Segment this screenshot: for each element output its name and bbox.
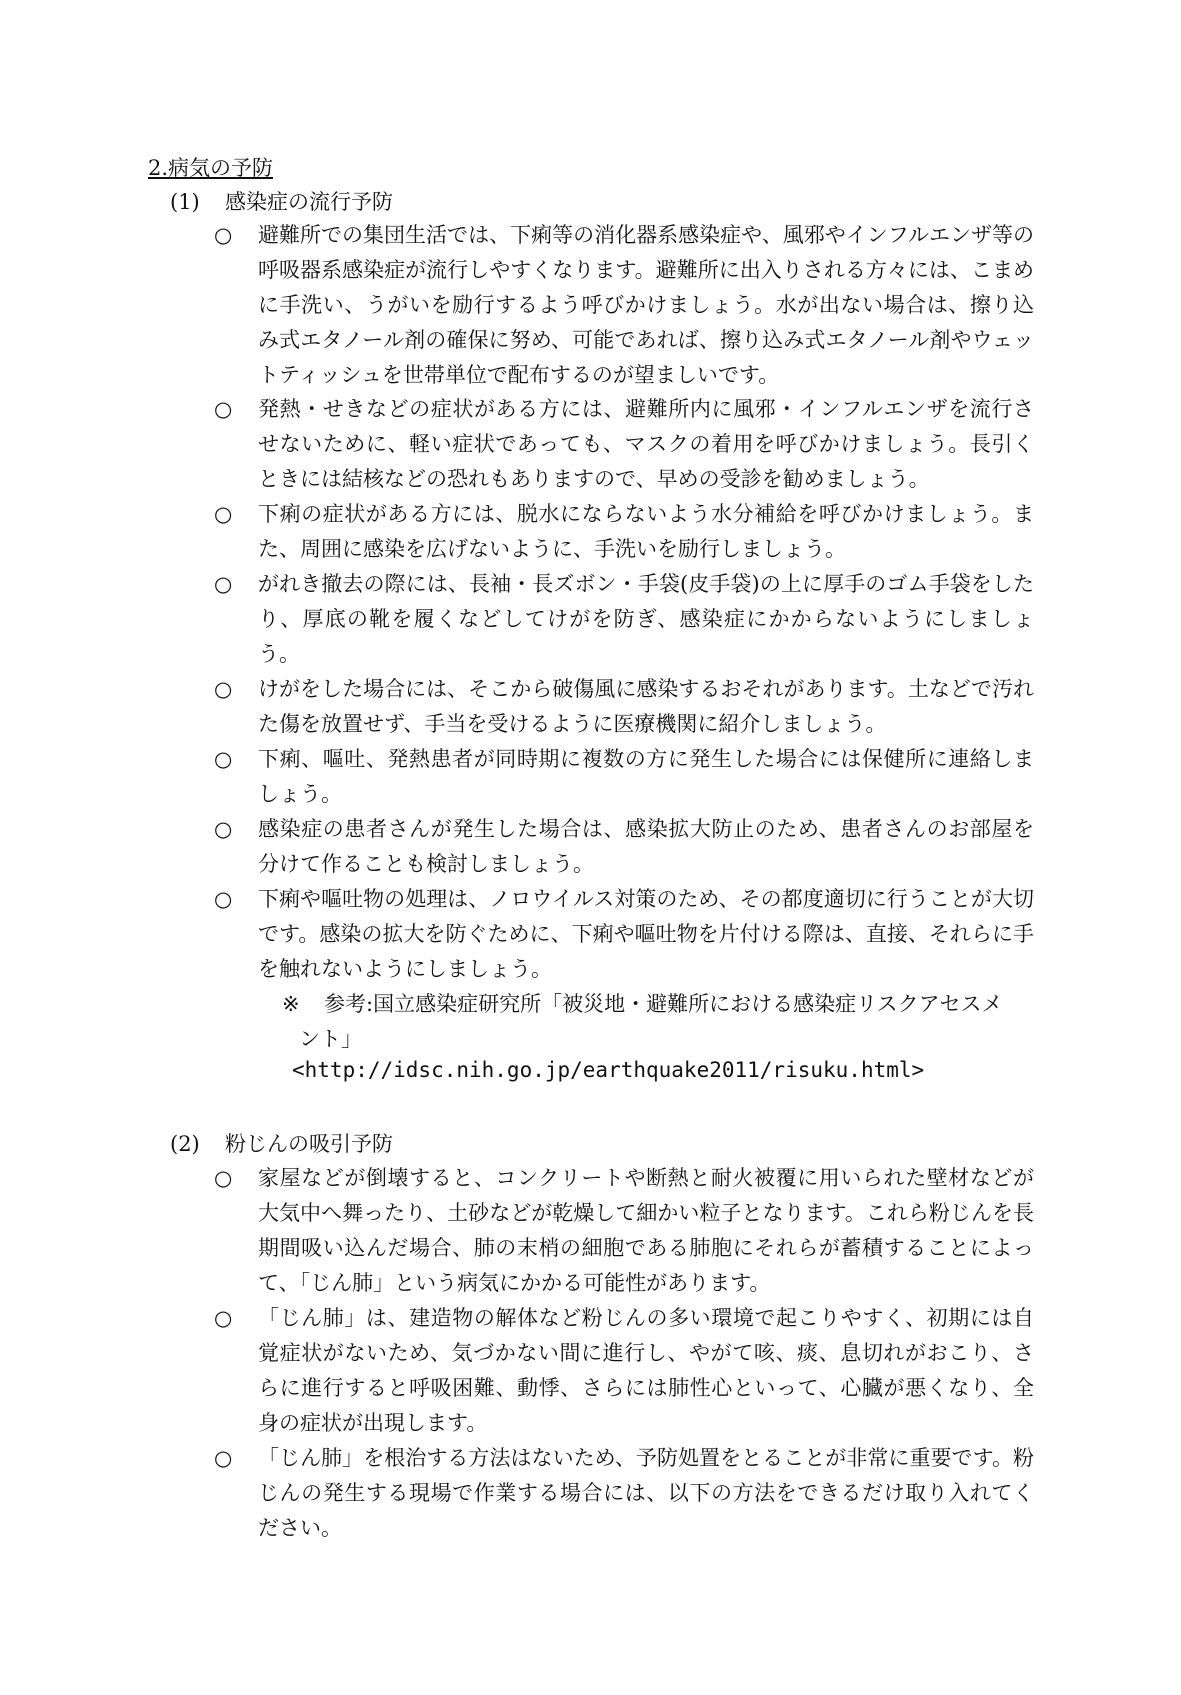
list-item-text: 下痢の症状がある方には、脱水にならないよう水分補給を呼びかけましょう。また、周囲に感染を広げないように、手洗いを励行しましょう。 [258,502,1034,561]
list-item-text: 発熱・せきなどの症状がある方には、避難所内に風邪・インフルエンザを流行させないために、軽い症状であっても、マスクの着用を呼びかけましょう。長引くときには結核などの恐れもありますので、早めの受診を勧めましょう。 [258,397,1034,491]
bullet-icon: ○ [214,677,233,701]
bullet-icon: ○ [214,887,233,911]
list-item [214,392,1034,497]
subsection-1-title: 感染症の流行予防 [225,190,393,214]
list-item-text: 下痢、嘔吐、発熱患者が同時期に複数の方に発生した場合には保健所に連絡しましょう。 [258,747,1034,806]
list-item-text: 家屋などが倒壊すると、コンクリートや断熱と耐火被覆に用いられた壁材などが大気中へ舞ったり、土砂などが乾燥して細かい粒子となります。これら粉じんを長期間吸い込んだ場合、肺の末梢の細胞である肺胞にそれらが蓄積することによって、「じん肺」という病気にかかる可能性があります。 [258,1166,1034,1295]
list-item-text: 「じん肺」を根治する方法はないため、予防処置をとることが非常に重要です。粉じんの発生する現場で作業する場合には、以下の方法をできるだけ取り入れてください。 [258,1446,1034,1540]
list-item-text: けがをした場合には、そこから破傷風に感染するおそれがあります。土などで汚れた傷を放置せず、手当を受けるように医療機関に紹介しましょう。 [258,677,1034,736]
list-item-text: がれき撤去の際には、長袖・長ズボン・手袋(皮手袋)の上に厚手のゴム手袋をしたり、厚底の靴を履くなどしてけがを防ぎ、感染症にかからないようにしましょう。 [258,572,1034,666]
subsection-1-heading [170,186,393,216]
bullet-icon: ○ [214,747,233,771]
bullet-icon: ○ [214,502,233,526]
list-item [214,1301,1034,1441]
list-item [214,218,1034,393]
reference-mark: ※ [282,992,300,1016]
bullet-icon: ○ [214,223,233,247]
list-item [214,882,1034,987]
reference-note-line-2: ント」 [299,1027,362,1051]
list-item [214,812,1034,882]
bullet-icon: ○ [214,397,233,421]
subsection-2-title: 粉じんの吸引予防 [225,1132,393,1156]
subsection-1-number: (1) [170,190,200,214]
list-item [214,497,1034,567]
list-item-text: 避難所での集団生活では、下痢等の消化器系感染症や、風邪やインフルエンザ等の呼吸器系感染症が流行しやすくなります。避難所に出入りされる方々には、こまめに手洗い、うがいを励行するよう呼びかけましょう。水が出ない場合は、擦り込み式エタノール剤の確保に努め、可能であれば、擦り込み式エタノール剤やウェットティッシュを世帯単位で配布するのが望ましいです。 [258,223,1034,387]
bullet-icon: ○ [214,817,233,841]
list-item [214,742,1034,812]
subsection-2-heading [170,1128,393,1158]
bullet-icon: ○ [214,1446,233,1470]
reference-url: <http://idsc.nih.go.jp/earthquake2011/risuku.html> [292,1058,925,1082]
list-item-text: 「じん肺」は、建造物の解体など粉じんの多い環境で起こりやすく、初期には自覚症状がないため、気づかない間に進行し、やがて咳、痰、息切れがおこり、さらに進行すると呼吸困難、動悸、さらには肺性心といって、心臓が悪くなり、全身の症状が出現します。 [258,1306,1034,1435]
list-item-text: 感染症の患者さんが発生した場合は、感染拡大防止のため、患者さんのお部屋を分けて作ることも検討しましょう。 [258,817,1034,876]
reference-note [282,987,1034,1057]
bullet-icon: ○ [214,572,233,596]
bullet-icon: ○ [214,1166,233,1190]
list-item [214,567,1034,672]
bullet-icon: ○ [214,1306,233,1330]
list-item-text: 下痢や嘔吐物の処理は、ノロウイルス対策のため、その都度適切に行うことが大切です。感染の拡大を防ぐために、下痢や嘔吐物を片付ける際は、直接、それらに手を触れないようにしましょう。 [258,887,1034,981]
subsection-2-number: (2) [170,1132,200,1156]
reference-note-line-1: 参考:国立感染症研究所「被災地・避難所における感染症リスクアセスメ [324,992,1003,1016]
list-item [214,1161,1034,1301]
list-item [214,672,1034,742]
section-heading: 2.病気の予防 [148,156,274,180]
list-item [214,1441,1034,1546]
